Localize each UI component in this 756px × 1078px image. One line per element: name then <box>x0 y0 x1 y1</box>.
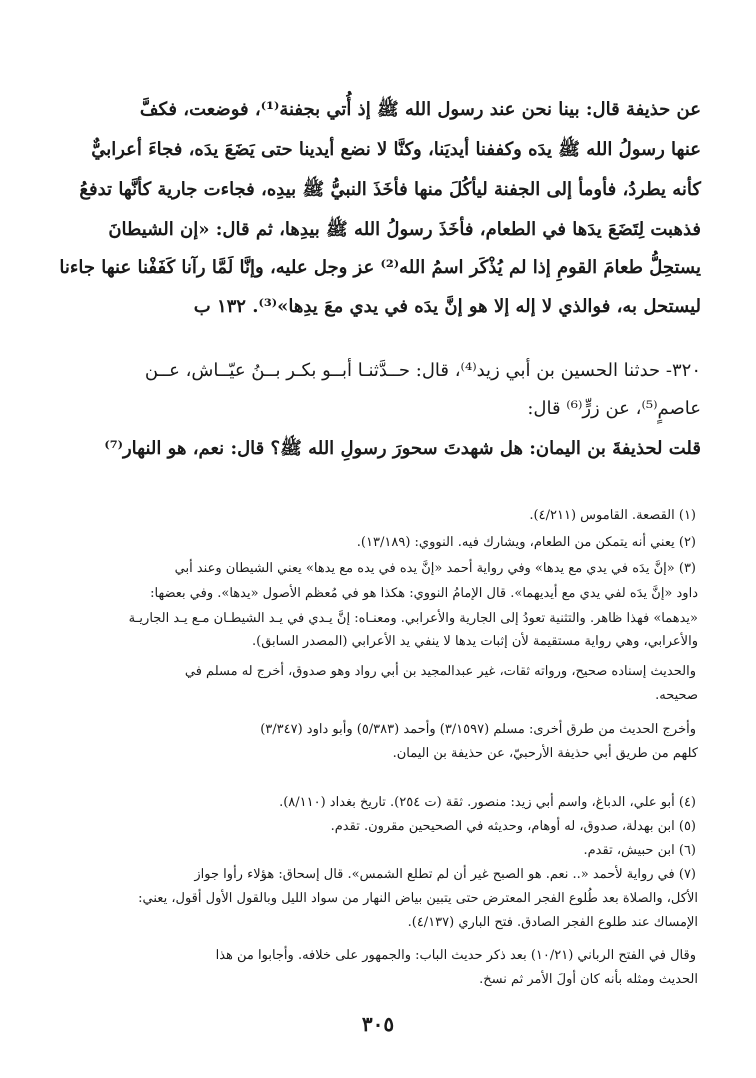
footnote-line: الإمساك عند طلوع الفجر الصادق. فتح الباري (٤/١٣٧). <box>407 915 698 930</box>
hadith-320-line: ٣٢٠- حدثنا الحسين بن أبي زيد⁽⁴⁾، قال: حــدَّثنـا أبــو بكـر بــنُ عيّــاش، عــن <box>144 360 701 381</box>
footnote-line: الأكل، والصلاة بعد طُلوع الفجر المعترض حتى يتبين بياض النهار من سواد الليل وبالقول الأول أقول، يعني: <box>138 891 698 906</box>
footnote-line: (٤) أبو علي، الدباغ، واسم أبي زيد: منصور. ثقة (ت ٢٥٤). تاريخ بغداد (٨/١١٠). <box>279 795 696 810</box>
footnote-line: والأعرابي، وهي رواية مستقيمة لأن إثبات يدها لا ينفي يد الأعرابي (المصدر السابق). <box>251 634 698 649</box>
footnote-line: (١) القصعة. القاموس (٤/٢١١). <box>529 508 696 523</box>
footnote-line: (٥) ابن بهدلة، صدوق، له أوهام، وحديثه في الصحيحين مقرون. تقدم. <box>330 819 696 834</box>
main-text-line: كأنه يطردُ، فأومأ إلى الجفنة ليأكُلَ منها فأخَذَ النبيُّ ﷺ بيدِه، فجاءت جارية كأنَّها تدفعُ <box>79 179 701 200</box>
footnote-line: (٦) ابن حبيش، تقدم. <box>583 843 696 858</box>
page-number: ٣٠٥ <box>361 1012 395 1036</box>
footnote-line: (٣) «إنَّ يدَه في يدي مع يدها» وفي رواية أحمد «إنَّ يده في يده مع يدها» يعني الشيطان وعند أبي <box>174 561 696 576</box>
footnote-line: صحيحه. <box>655 688 698 703</box>
main-text-line: يستحِلُّ طعامَ القومِ إذا لم يُذْكَر اسمُ الله⁽²⁾ عز وجل عليه، وإنَّا لَمَّا رآنا كَفَفْنا عنها جاءنا <box>59 257 701 278</box>
footnote-line: (٢) يعني أنه يتمكن من الطعام، ويشارك فيه. النووي: (١٣/١٨٩). <box>356 535 696 550</box>
main-text-line: فذهبت لِتَضَعَ يدَها في الطعام، فأخَذَ رسولُ الله ﷺ بيدِها، ثم قال: «إن الشيطانَ <box>108 219 701 240</box>
footnote-line: داود «إنَّ يدَه لفي يدي مع أيديهما». قال الإمامُ النووي: هكذا هو في مُعظم الأصول «يدها». وفي بعضها: <box>150 586 698 601</box>
main-text-line: ليستحل به، فوالذي لا إله إلا هو إنَّ يدَه في يدي معَ يدِها»⁽³⁾. ١٣٢ ب <box>193 296 701 317</box>
footnote-line: وأخرج الحديث من طرق أخرى: مسلم (٣/١٥٩٧) وأحمد (٥/٣٨٣) وأبو داود (٣/٣٤٧) <box>260 722 696 737</box>
footnote-line: والحديث إسناده صحيح، ورواته ثقات، غير عبدالمجيد بن أبي رواد وهو صدوق، أخرج له مسلم في <box>184 664 696 679</box>
hadith-320-line: قلت لحذيفةَ بن اليمان: هل شهدتَ سحورَ رسولِ الله ﷺ؟ قال: نعم، هو النهار⁽⁷⁾ <box>104 438 701 459</box>
footnote-line: وقال في الفتح الرباني (١٠/٢١) بعد ذكر حديث الباب: والجمهور على خلافه. وأجابوا من هذا <box>215 948 696 963</box>
hadith-320-line: عاصمٍ⁽⁵⁾، عن زرٍّ⁽⁶⁾ قال: <box>527 398 701 419</box>
footnote-line: «يدهما» فهذا ظاهر. والتثنية تعودُ إلى الجارية والأعرابي. ومعنـاه: إنَّ يـدي في يـد الشيطـان مـع يـد الجاريـة <box>128 611 698 626</box>
footnote-line: كلهم من طريق أبي حذيفة الأرحبيّ، عن حذيفة بن اليمان. <box>392 746 698 761</box>
footnote-line: (٧) في رواية لأحمد «.. نعم. هو الصبح غير أن لم تطلع الشمس». قال إسحاق: هؤلاء رأوا جواز <box>194 867 696 882</box>
main-text-line: عنها رسولُ الله ﷺ يدَه وكففنا أيديَنا، وكنَّا لا نضع أيدينا حتى يَضَعَ يدَه، فجاءَ أعرابيٌّ <box>91 139 701 160</box>
footnote-line: الحديث ومثله بأنه كان أولَ الأمر ثم نسخ. <box>479 972 698 987</box>
main-text-line: عن حذيفة قال: بينا نحن عند رسول الله ﷺ إذ أُتي بجفنة⁽¹⁾، فوضعت، فكفَّ <box>139 99 701 120</box>
